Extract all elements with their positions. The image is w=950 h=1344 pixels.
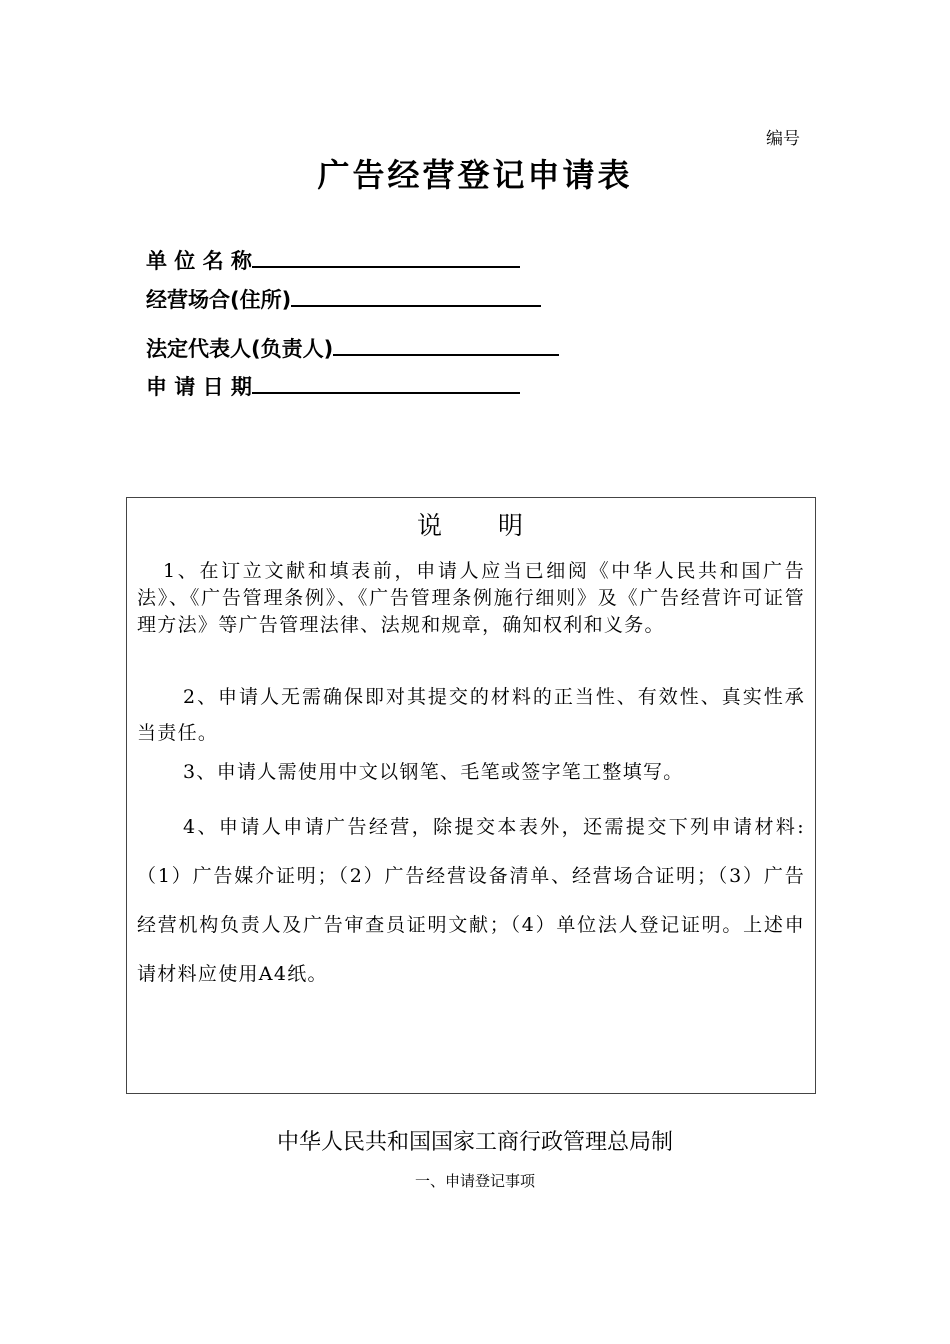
instruction-item: 3、申请人需使用中文以钢笔、毛笔或签字笔工整填写。 [183,761,684,783]
field-application-date [146,372,520,401]
field-legal-representative [146,334,559,363]
field-unit-name [146,246,520,275]
instruction-item: 2、申请人无需确保即对其提交的材料的正当性、有效性、真实性承当责任。 [137,686,805,744]
field-label: 申 请 日 期 [146,375,252,399]
instructions-box [126,497,816,1094]
legal-representative-blank[interactable] [333,334,559,356]
field-label: 经营场合(住所) [146,288,292,312]
section-heading: 一、申请登记事项 [414,1172,535,1190]
form-title: 广告经营登记申请表 [317,156,633,194]
instructions-title: 说 明 [416,511,525,540]
issuer-line: 中华人民共和国国家工商行政管理总局制 [276,1130,673,1155]
field-label: 法定代表人(负责人) [146,337,334,361]
serial-number-label: 编号 [766,129,800,149]
field-label: 单 位 名 称 [146,249,252,273]
instruction-item: 4、申请人申请广告经营，除提交本表外，还需提交下列申请材料: （1）广告媒介证明；（2）广告经营设备清单、经营场合证明；（3）广告经营机构负责人及广告审查员证明文献；（4）单位法人登记证明。上述申请材料应使用A4纸。 [137,816,805,985]
business-premises-blank[interactable] [291,285,541,307]
unit-name-blank[interactable] [252,246,520,268]
application-date-blank[interactable] [252,372,520,394]
field-business-premises [146,285,541,314]
instruction-item: 1、在订立文献和填表前，申请人应当已细阅《中华人民共和国广告法》、《广告管理条例》、《广告管理条例施行细则》及《广告经营许可证管理方法》等广告管理法律、法规和规章，确知权利和义务。 [137,560,805,636]
